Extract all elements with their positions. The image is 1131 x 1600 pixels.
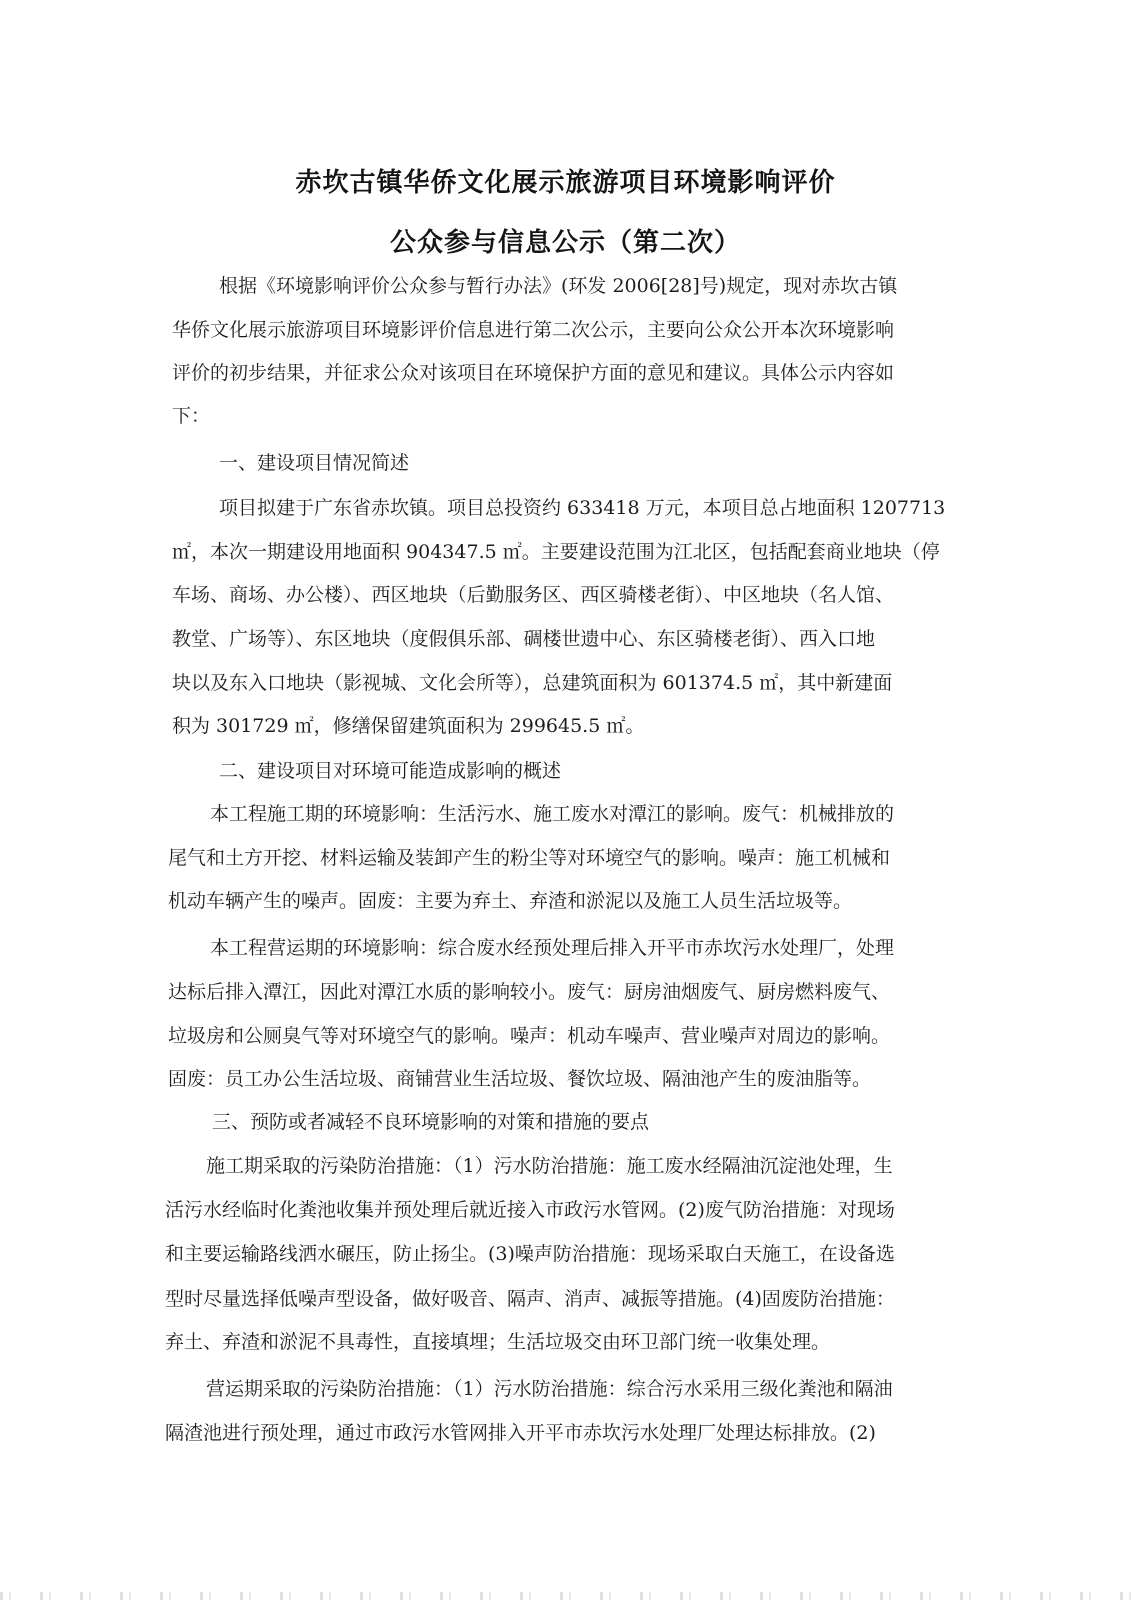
paragraph-line: ㎡，本次一期建设用地面积 904347.5 ㎡。主要建设范围为江北区，包括配套商业地块（停 <box>172 541 940 563</box>
paragraph-line: 尾气和土方开挖、材料运输及装卸产生的粉尘等对环境空气的影响。噪声：施工机械和 <box>168 847 891 869</box>
paragraph-line: 评价的初步结果，并征求公众对该项目在环境保护方面的意见和建议。具体公示内容如 <box>172 362 895 384</box>
paragraph-line: 和主要运输路线洒水碾压，防止扬尘。(3)噪声防治措施：现场采取白天施工，在设备选 <box>165 1243 895 1265</box>
document-title: 赤坎古镇华侨文化展示旅游项目环境影响评价 <box>295 168 836 198</box>
paragraph-line: 积为 301729 ㎡，修缮保留建筑面积为 299645.5 ㎡。 <box>172 715 645 737</box>
paragraph-line: 弃土、弃渣和淤泥不具毒性，直接填埋；生活垃圾交由环卫部门统一收集处理。 <box>165 1331 831 1353</box>
paragraph-line: 营运期采取的污染防治措施：（1）污水防治措施：综合污水采用三级化粪池和隔油 <box>206 1378 893 1400</box>
section-heading: 一、建设项目情况简述 <box>219 452 410 474</box>
paragraph-line: 项目拟建于广东省赤坎镇。项目总投资约 633418 万元，本项目总占地面积 1207713 <box>219 497 946 519</box>
scan-artifact <box>0 1592 1131 1600</box>
section-heading: 二、建设项目对环境可能造成影响的概述 <box>219 760 562 782</box>
paragraph-line: 本工程营运期的环境影响：综合废水经预处理后排入开平市赤坎污水处理厂，处理 <box>210 937 895 959</box>
paragraph-line: 下： <box>172 405 211 427</box>
section-heading: 三、预防或者减轻不良环境影响的对策和措施的要点 <box>212 1111 650 1133</box>
paragraph-line: 活污水经临时化粪池收集并预处理后就近接入市政污水管网。(2)废气防治措施：对现场 <box>165 1199 895 1221</box>
paragraph-line: 本工程施工期的环境影响：生活污水、施工废水对潭江的影响。废气：机械排放的 <box>210 803 895 825</box>
paragraph-line: 机动车辆产生的噪声。固废：主要为弃土、弃渣和淤泥以及施工人员生活垃圾等。 <box>168 890 853 912</box>
paragraph-line: 型时尽量选择低噪声型设备，做好吸音、隔声、消声、减振等措施。(4)固废防治措施： <box>165 1288 895 1310</box>
paragraph-line: 达标后排入潭江，因此对潭江水质的影响较小。废气：厨房油烟废气、厨房燃料废气、 <box>168 981 891 1003</box>
paragraph-line: 垃圾房和公厕臭气等对环境空气的影响。噪声：机动车噪声、营业噪声对周边的影响。 <box>168 1025 891 1047</box>
paragraph-line: 车场、商场、办公楼）、西区地块（后勤服务区、西区骑楼老街）、中区地块（名人馆、 <box>172 584 895 606</box>
paragraph-line: 教堂、广场等）、东区地块（度假俱乐部、碉楼世遗中心、东区骑楼老街）、西入口地 <box>172 628 876 650</box>
paragraph-line: 隔渣池进行预处理，通过市政污水管网排入开平市赤坎污水处理厂处理达标排放。(2) <box>165 1422 876 1444</box>
paragraph-line: 块以及东入口地块（影视城、文化会所等），总建筑面积为 601374.5 ㎡，其中新建面 <box>172 672 893 694</box>
paragraph-line: 固废：员工办公生活垃圾、商铺营业生活垃圾、餐饮垃圾、隔油池产生的废油脂等。 <box>168 1068 872 1090</box>
paragraph-line: 根据《环境影响评价公众参与暂行办法》(环发 2006[28]号)规定，现对赤坎古镇 <box>219 275 898 297</box>
document-subtitle: 公众参与信息公示（第二次） <box>389 228 741 258</box>
paragraph-line: 华侨文化展示旅游项目环境影评价信息进行第二次公示，主要向公众公开本次环境影响 <box>172 319 895 341</box>
paragraph-line: 施工期采取的污染防治措施：（1）污水防治措施：施工废水经隔油沉淀池处理，生 <box>206 1155 893 1177</box>
